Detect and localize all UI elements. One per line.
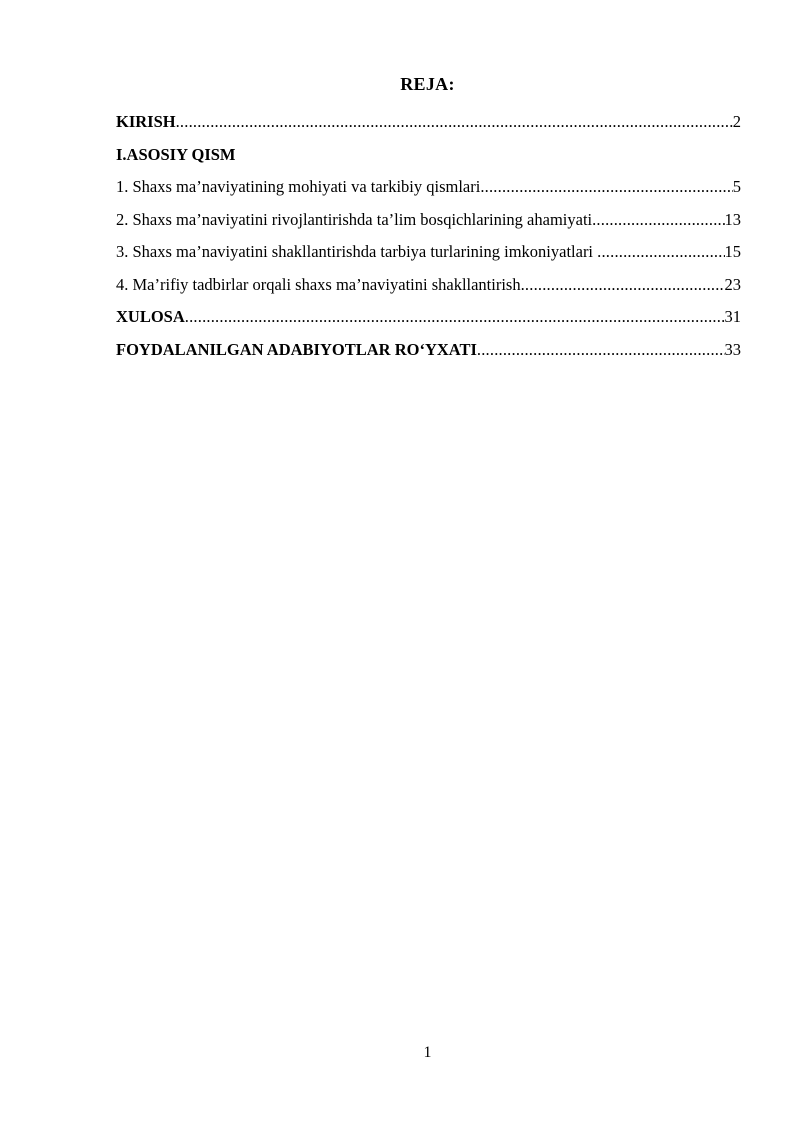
toc-entry-kirish[interactable] [116,106,741,139]
toc-entry-xulosa[interactable] [116,301,741,334]
toc-entry-text: 4. Ma’rifiy tadbirlar orqali shaxs ma’naviyatini shakllantirish [116,274,521,294]
dot-leader [185,301,725,334]
dot-leader [480,171,732,204]
toc-section-heading: I.ASOSIY QISM [116,144,236,164]
toc-page-number: 23 [724,274,741,294]
toc-page-number: 5 [732,177,741,196]
dot-leader [592,204,724,237]
toc-entry-text: KIRISH [116,112,176,131]
toc-page-number: 33 [724,339,741,359]
toc-entry-text: 3. Shaxs ma’naviyatini shakllantirishda tarbiya turlarining imkoniyatlari [116,242,598,261]
toc-entry-text: FOYDALANILGAN ADABIYOTLAR RO‘YXATI [116,339,477,359]
dot-leader [176,106,733,139]
dot-leader [521,269,725,302]
dot-leader [597,236,724,269]
toc-entry-text: XULOSA [116,307,185,326]
page-title: REJA: [400,74,455,94]
toc-entry-4[interactable] [116,269,741,302]
toc-entry-3[interactable] [116,236,741,269]
page-number: 1 [423,1044,432,1061]
toc-entry-adabiyotlar[interactable] [116,334,741,367]
toc-entry-text: 2. Shaxs ma’naviyatini rivojlantirishda ta’lim bosqichlarining ahamiyati [116,209,593,229]
table-of-contents [116,106,741,366]
toc-page-number: 13 [724,209,741,229]
toc-page-number: 2 [732,112,741,131]
toc-page-number: 15 [724,242,741,261]
toc-page-number: 31 [724,307,741,326]
dot-leader [477,334,725,367]
toc-entry-text: 1. Shaxs ma’naviyatining mohiyati va tarkibiy qismlari [116,177,481,196]
toc-entry-1[interactable] [116,171,741,204]
toc-entry-2[interactable] [116,204,741,237]
